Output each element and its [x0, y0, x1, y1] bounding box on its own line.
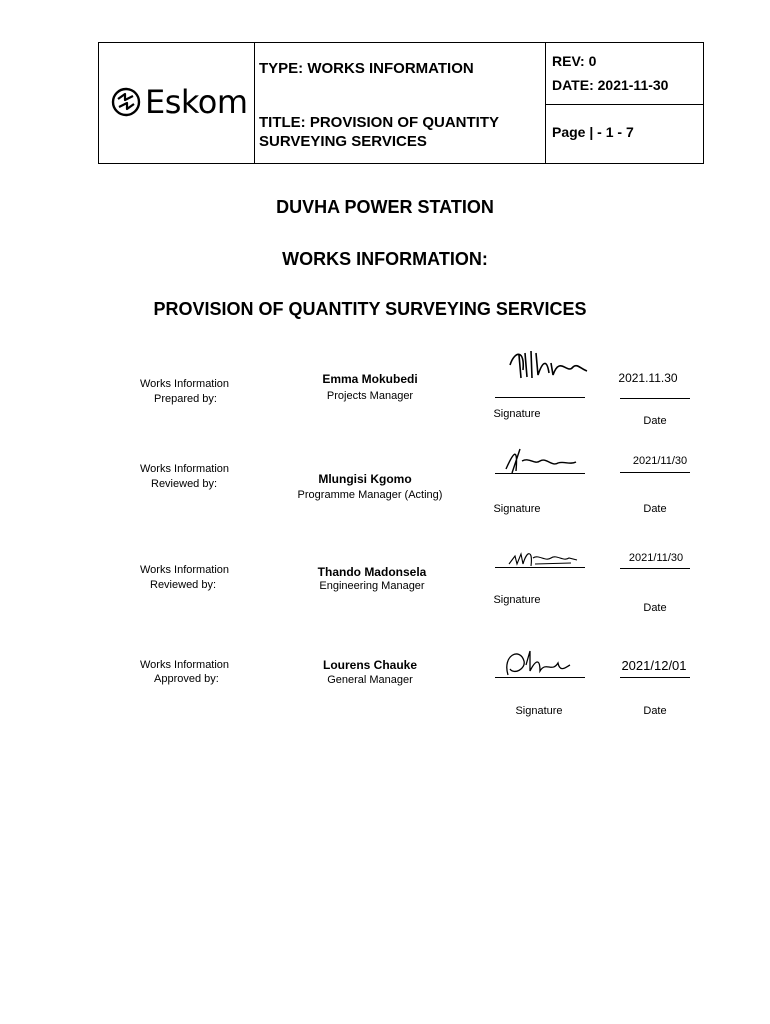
signature-label: Signature: [493, 594, 541, 606]
document-type: TYPE: WORKS INFORMATION: [259, 60, 474, 77]
header-divider: [545, 43, 546, 163]
signatory-label: Prepared by:: [154, 393, 217, 405]
signature-date: 2021.11.30: [618, 371, 678, 385]
signature-date: 2021/11/30: [628, 552, 684, 564]
date-label: Date: [643, 602, 667, 614]
signatory-label: Reviewed by:: [150, 579, 217, 591]
signatory-label: Works Information: [140, 564, 230, 576]
header-divider: [545, 104, 703, 105]
document-date: DATE: 2021-11-30: [552, 77, 669, 93]
signatory-name: Emma Mokubedi: [322, 372, 418, 386]
date-label: Date: [643, 415, 667, 427]
signature-label: Signature: [515, 705, 563, 717]
signature-image: [500, 645, 575, 681]
eskom-logo-icon: [111, 87, 141, 117]
date-line: [620, 677, 690, 678]
station-title: DUVHA POWER STATION: [276, 197, 494, 217]
document-header: [98, 42, 704, 164]
service-title: PROVISION OF QUANTITY SURVEYING SERVICES: [153, 299, 587, 319]
signatory-role: Programme Manager (Acting): [297, 489, 443, 501]
date-line: [620, 398, 690, 399]
works-info-title: WORKS INFORMATION:: [282, 249, 488, 269]
signatory-role: Engineering Manager: [319, 580, 425, 592]
signatory-label: Approved by:: [154, 673, 219, 685]
date-line: [620, 568, 690, 569]
signatory-role: General Manager: [327, 674, 413, 686]
signature-date: 2021/12/01: [621, 658, 687, 673]
signature-line: [495, 567, 585, 568]
signatory-name: Mlungisi Kgomo: [318, 472, 412, 486]
logo-text: Eskom: [145, 83, 248, 121]
date-line: [620, 472, 690, 473]
revision: REV: 0: [552, 53, 597, 69]
signatory-label: Reviewed by:: [151, 478, 218, 490]
header-divider: [254, 43, 255, 163]
eskom-logo: [111, 83, 248, 121]
signature-label: Signature: [493, 408, 541, 420]
signatory-name: Thando Madonsela: [317, 565, 427, 579]
signature-line: [495, 397, 585, 398]
signatory-label: Works Information: [140, 378, 230, 390]
signature-image: [500, 443, 580, 477]
document-title: [259, 113, 499, 151]
signatory-label: Works Information: [140, 463, 230, 475]
signatory-label: Works Information: [140, 659, 230, 671]
date-label: Date: [643, 705, 667, 717]
date-label: Date: [643, 503, 667, 515]
signatory-name: Lourens Chauke: [322, 658, 418, 672]
signature-line: [495, 473, 585, 474]
title-line-2: SURVEYING SERVICES: [259, 133, 427, 150]
page-number: Page | - 1 - 7: [552, 124, 634, 140]
signature-date: 2021/11/30: [632, 455, 688, 467]
signature-line: [495, 677, 585, 678]
signatory-role: Projects Manager: [326, 390, 414, 402]
title-line-1: TITLE: PROVISION OF QUANTITY: [259, 114, 499, 131]
signature-label: Signature: [493, 503, 541, 515]
signature-image: [505, 345, 590, 385]
